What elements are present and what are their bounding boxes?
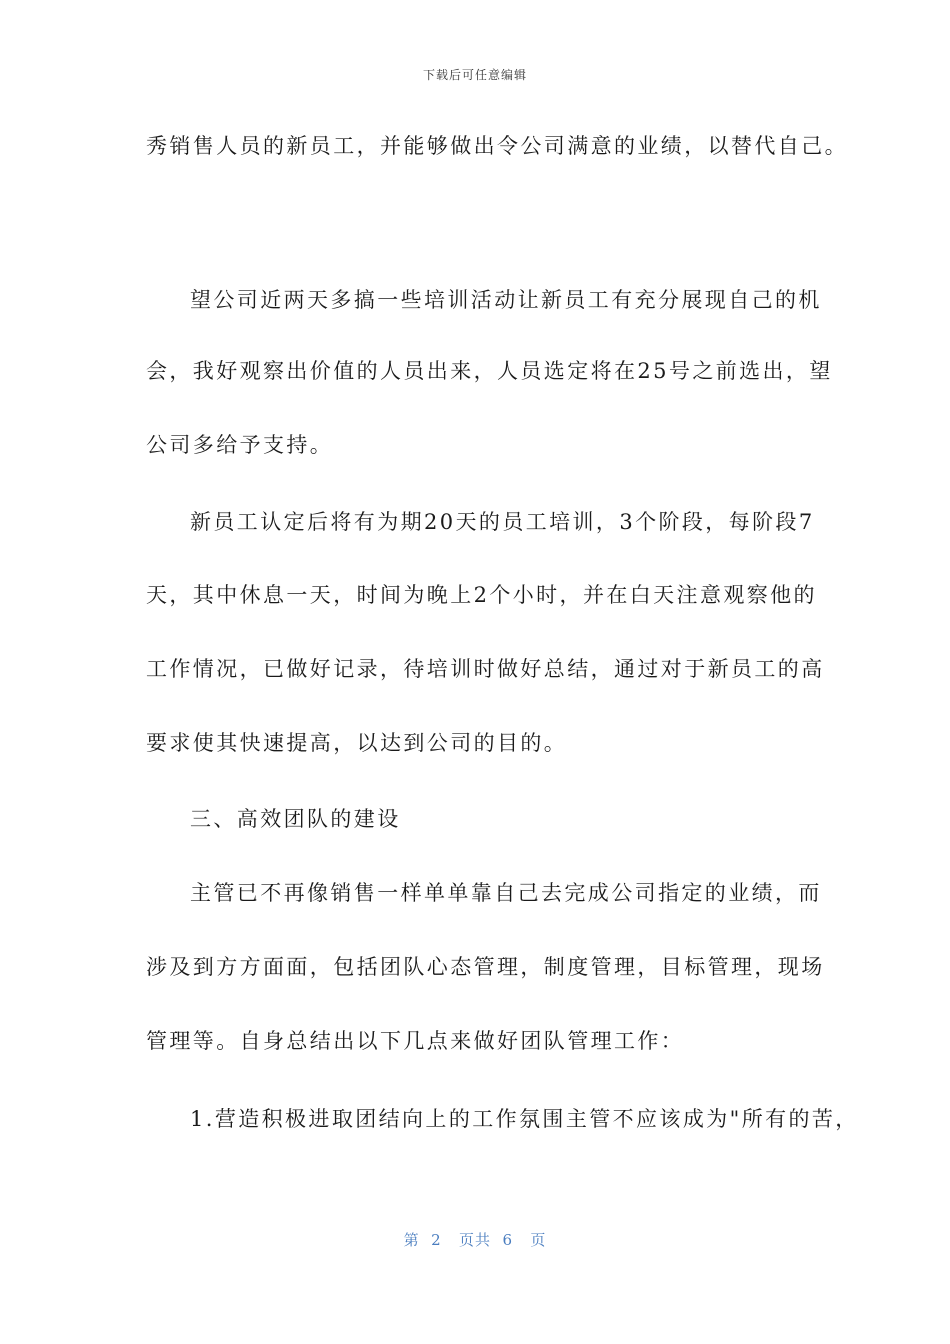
body-line: 要求使其快速提高，以达到公司的目的。	[146, 731, 568, 755]
body-line: 涉及到方方面面，包括团队心态管理，制度管理，目标管理，现场	[146, 955, 825, 979]
body-line: 主管已不再像销售一样单单靠自己去完成公司指定的业绩，而	[190, 881, 822, 905]
body-line: 望公司近两天多搞一些培训活动让新员工有充分展现自己的机	[190, 288, 822, 312]
body-line: 天，其中休息一天，时间为晚上2个小时，并在白天注意观察他的	[146, 583, 817, 607]
download-editable-note: 下载后可任意编辑	[422, 68, 527, 82]
page-number-footer: 第 2 页共 6 页	[403, 1231, 547, 1249]
body-line: 管理等。自身总结出以下几点来做好团队管理工作：	[146, 1029, 685, 1053]
body-line: 会，我好观察出价值的人员出来，人员选定将在25号之前选出，望	[146, 359, 833, 383]
body-line: 工作情况，已做好记录，待培训时做好总结，通过对于新员工的高	[146, 657, 825, 681]
body-line: 新员工认定后将有为期20天的员工培训，3个阶段，每阶段7	[190, 510, 815, 534]
body-line: 公司多给予支持。	[146, 433, 334, 457]
body-line: 秀销售人员的新员工，并能够做出令公司满意的业绩，以替代自己。	[146, 134, 848, 158]
body-line: 1.营造积极进取团结向上的工作氛围主管不应该成为"所有的苦，	[190, 1107, 859, 1131]
section-heading: 三、高效团队的建设	[190, 807, 401, 831]
